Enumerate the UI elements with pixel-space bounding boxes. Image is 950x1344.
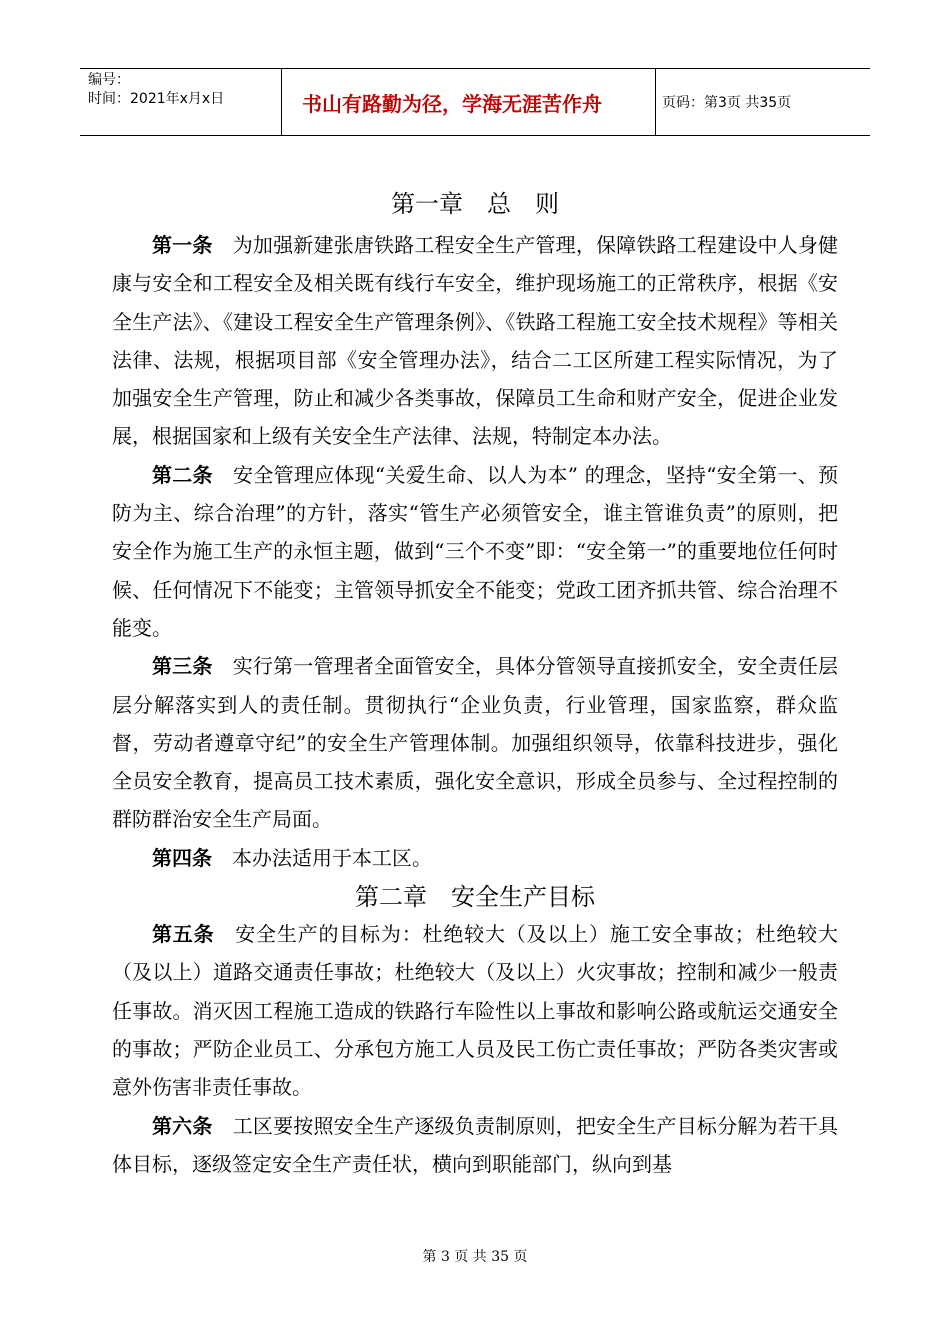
article-label: 第三条 xyxy=(152,654,213,679)
document-body xyxy=(112,184,838,1183)
article-text: 安全管理应体现“关爱生命、以人为本” 的理念，坚持“安全第一、预防为主、综合治理”的方针，落实“管生产必须管安全，谁主管谁负责”的原则，把安全作为施工生产的永恒主题，做到“三个不变”即：“安全第一”的重要地位任何时候、任何情况下不能变；主管领导抓安全不能变；党政工团齐抓共管、综合治理不能变。 xyxy=(112,462,839,640)
header-motto xyxy=(282,69,656,135)
document-date-label: 时间：2021年x月x日 xyxy=(88,91,225,107)
page-info-text: 页码：第3页 共35页 xyxy=(662,95,792,111)
article-label: 第五条 xyxy=(152,922,215,947)
article-label: 第六条 xyxy=(152,1113,213,1138)
chapter-title: 第二章 安全生产目标 xyxy=(355,883,595,912)
header-page-info xyxy=(656,69,870,135)
article-paragraph xyxy=(112,1107,838,1184)
article-label: 第二条 xyxy=(152,462,213,487)
article-label: 第四条 xyxy=(152,845,212,870)
header-meta xyxy=(80,69,282,135)
article-paragraph xyxy=(112,226,838,456)
document-number-label: 编号： xyxy=(88,72,130,88)
article-text: 本办法适用于本工区。 xyxy=(212,845,432,870)
article-paragraph xyxy=(112,647,838,838)
article-label: 第一条 xyxy=(152,233,213,257)
article-text: 工区要按照安全生产逐级负责制原则，把安全生产目标分解为若干具体目标，逐级签定安全生产责任状，横向到职能部门，纵向到基 xyxy=(112,1113,839,1176)
article-paragraph xyxy=(112,915,838,1106)
page-footer xyxy=(0,1246,950,1266)
motto-text: 书山有路勤为径，学海无涯苦作舟 xyxy=(302,91,602,116)
footer-page-number: 第 3 页 共 35 页 xyxy=(422,1249,528,1265)
document-header xyxy=(80,68,870,136)
chapter-title: 第一章 总 则 xyxy=(391,190,559,218)
article-text: 安全生产的目标为：杜绝较大（及以上）施工安全事故；杜绝较大（及以上）道路交通责任事故；杜绝较大（及以上）火灾事故；控制和减少一般责任事故。消灭因工程施工造成的铁路行车险性以上事故和影响公路或航运交通安全的事故；严防企业员工、分承包方施工人员及民工伤亡责任事故；严防各类灾害或意外伤害非责任事故。 xyxy=(112,922,838,1100)
article-text: 实行第一管理者全面管安全，具体分管领导直接抓安全，安全责任层层分解落实到人的责任制。贯彻执行“企业负责，行业管理，国家监察，群众监督，劳动者遵章守纪”的安全生产管理体制。加强组织领导，依靠科技进步，强化全员安全教育，提高员工技术素质，强化安全意识，形成全员参与、全过程控制的群防群治安全生产局面。 xyxy=(112,654,839,832)
article-text: 为加强新建张唐铁路工程安全生产管理，保障铁路工程建设中人身健康与安全和工程安全及相关既有线行车安全，维护现场施工的正常秩序，根据《安全生产法》、《建设工程安全生产管理条例》、《铁路工程施工安全技术规程》等相关法律、法规，根据项目部《安全管理办法》，结合二工区所建工程实际情况，为了加强安全生产管理，防止和减少各类事故，保障员工生命和财产安全，促进企业发展，根据国家和上级有关安全生产法律、法规，特制定本办法。 xyxy=(112,233,839,449)
article-paragraph xyxy=(112,839,838,877)
article-paragraph xyxy=(112,456,838,647)
